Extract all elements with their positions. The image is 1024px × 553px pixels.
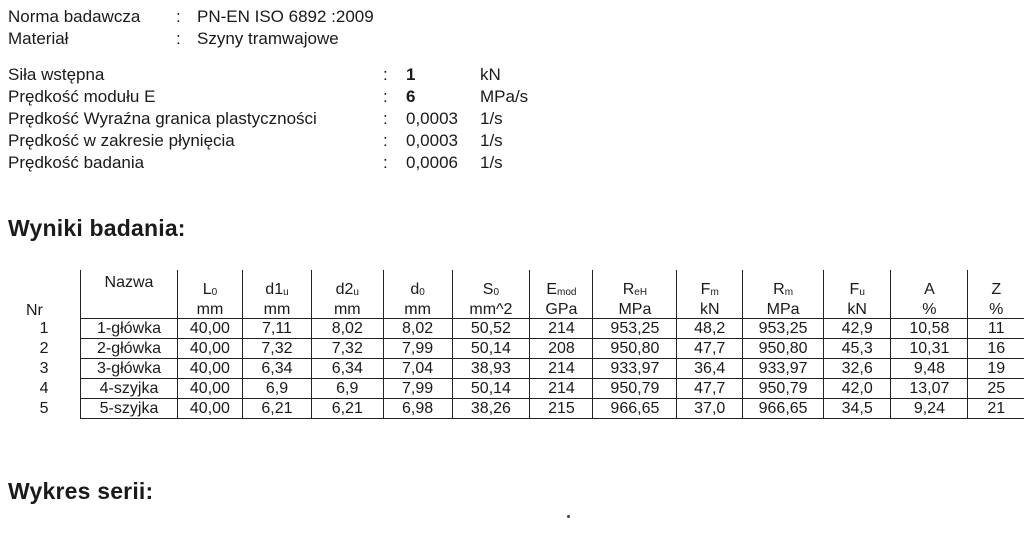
table-row: [8, 399, 1024, 419]
column-header-l0: [177, 270, 242, 319]
table-cell: 1: [39, 320, 49, 337]
material-line: [8, 29, 339, 49]
table-cell: 32,6: [824, 359, 891, 379]
table-row: [8, 339, 1024, 359]
series-chart-heading: Wykres serii:: [8, 478, 154, 504]
column-symbol: A: [924, 281, 935, 298]
table-cell: 7,32: [311, 339, 383, 359]
norm-colon: :: [176, 7, 181, 26]
table-cell: 6,9: [243, 379, 312, 399]
param-line: [8, 65, 501, 85]
table-cell: 5-szyjka: [81, 399, 178, 419]
table-cell: 6,21: [311, 399, 383, 419]
param-label: Prędkość Wyraźna granica plastyczności: [8, 109, 317, 128]
param-value: 0,0003: [406, 131, 458, 150]
table-cell: 19: [968, 359, 1024, 379]
column-subscript: 0: [419, 287, 425, 298]
table-body: [8, 319, 1024, 419]
table-row: [8, 359, 1024, 379]
table-cell: 42,9: [824, 319, 891, 339]
table-cell: 38,93: [452, 359, 530, 379]
column-header-rm: [743, 270, 824, 319]
results-table: [8, 270, 1024, 419]
table-cell: 10,58: [891, 319, 968, 339]
column-unit: GPa: [545, 301, 578, 318]
table-cell: 38,26: [452, 399, 530, 419]
table-cell: 6,9: [311, 379, 383, 399]
table-cell: 2-główka: [81, 339, 178, 359]
table-cell: 11: [968, 319, 1024, 339]
column-unit: mm: [404, 301, 431, 318]
table-cell: 13,07: [891, 379, 968, 399]
column-name: Nr: [26, 301, 43, 319]
param-colon: :: [383, 65, 388, 84]
scan-speck: [567, 515, 570, 518]
column-unit: MPa: [766, 301, 800, 318]
table-cell: 950,79: [743, 379, 824, 399]
table-cell: 953,25: [743, 319, 824, 339]
param-value: 0,0003: [406, 109, 458, 128]
param-value: 6: [406, 87, 416, 106]
table-cell: 16: [968, 339, 1024, 359]
param-colon: :: [383, 131, 388, 150]
column-unit: %: [989, 301, 1004, 318]
column-name: Nazwa: [104, 274, 154, 291]
table-cell: 21: [968, 399, 1024, 419]
table-cell: 34,5: [824, 399, 891, 419]
param-colon: :: [383, 109, 388, 128]
table-cell: 37,0: [677, 399, 743, 419]
table-cell: 933,97: [593, 359, 677, 379]
param-line: [8, 109, 503, 129]
column-subscript: u: [283, 287, 289, 298]
column-subscript: m: [784, 287, 794, 298]
column-symbol: E: [546, 281, 558, 298]
table-cell: 45,3: [824, 339, 891, 359]
table-cell: 50,14: [452, 379, 530, 399]
table-cell: 3: [39, 360, 49, 377]
table-cell: 214: [530, 319, 593, 339]
table-cell: 8,02: [311, 319, 383, 339]
param-unit: 1/s: [480, 153, 503, 172]
column-unit: %: [922, 301, 937, 318]
table-cell: 9,48: [891, 359, 968, 379]
param-line: [8, 87, 529, 107]
table-cell: 36,4: [677, 359, 743, 379]
table-cell: 40,00: [177, 399, 242, 419]
table-cell: 40,00: [177, 319, 242, 339]
results-heading: Wyniki badania:: [8, 215, 186, 241]
param-label: Prędkość badania: [8, 153, 145, 172]
column-header-fu: [824, 270, 891, 319]
table-cell: 40,00: [177, 359, 242, 379]
table-cell: 8,02: [383, 319, 452, 339]
column-header-emod: [530, 270, 593, 319]
table-cell: 966,65: [593, 399, 677, 419]
column-unit: mm: [333, 301, 361, 318]
column-symbol: d: [410, 281, 420, 298]
column-unit: mm^2: [469, 301, 513, 318]
param-line: [8, 153, 503, 173]
table-cell: 7,04: [383, 359, 452, 379]
column-header-s0: [452, 270, 530, 319]
param-value: 1: [406, 65, 416, 84]
column-header-reh: [593, 270, 677, 319]
table-cell: 47,7: [677, 379, 743, 399]
table-cell: 50,14: [452, 339, 530, 359]
material-value: Szyny tramwajowe: [197, 29, 339, 48]
column-symbol: Z: [991, 281, 1002, 298]
table-cell: 4-szyjka: [81, 379, 178, 399]
table-cell: 5: [39, 400, 49, 417]
param-label: Prędkość w zakresie płynięcia: [8, 131, 235, 150]
table-cell: 950,79: [593, 379, 677, 399]
column-header-nazwa: [81, 270, 178, 319]
param-label: Siła wstępna: [8, 65, 105, 84]
param-unit: 1/s: [480, 109, 503, 128]
table-cell: 40,00: [177, 339, 242, 359]
table-row: [8, 319, 1024, 339]
table-cell: 2: [39, 340, 49, 357]
table-cell: 966,65: [743, 399, 824, 419]
table-cell: 7,11: [243, 319, 312, 339]
column-unit: mm: [263, 301, 291, 318]
table-cell: 7,32: [243, 339, 312, 359]
column-header-d0: [383, 270, 452, 319]
column-header-fm: [677, 270, 743, 319]
column-subscript: m: [710, 287, 719, 298]
column-unit: kN: [699, 301, 720, 318]
table-cell: 1-główka: [81, 319, 178, 339]
table-cell: 214: [530, 359, 593, 379]
table-cell: 4: [39, 380, 49, 397]
column-symbol: R: [773, 281, 785, 298]
table-cell: 9,24: [891, 399, 968, 419]
column-symbol: R: [622, 281, 635, 298]
param-unit: kN: [480, 65, 501, 84]
norm-value: PN-EN ISO 6892 :2009: [197, 7, 374, 26]
table-cell: 42,0: [824, 379, 891, 399]
table-cell: 6,21: [243, 399, 312, 419]
param-colon: :: [383, 87, 388, 106]
norm-line: [8, 7, 374, 27]
param-value: 0,0006: [406, 153, 458, 172]
table-cell: 3-główka: [81, 359, 178, 379]
column-subscript: eH: [634, 287, 648, 298]
table-cell: 950,80: [593, 339, 677, 359]
norm-label: Norma badawcza: [8, 7, 141, 26]
column-header-z: [968, 270, 1024, 319]
table-cell: 214: [530, 379, 593, 399]
column-header-d2u: [311, 270, 383, 319]
column-subscript: u: [353, 287, 359, 298]
table-row: [8, 379, 1024, 399]
column-symbol: L: [202, 281, 212, 298]
table-cell: 7,99: [383, 339, 452, 359]
param-colon: :: [383, 153, 388, 172]
column-symbol: F: [700, 281, 711, 298]
column-unit: mm: [196, 301, 224, 318]
column-header-d1u: [243, 270, 312, 319]
param-unit: MPa/s: [480, 87, 529, 106]
column-subscript: u: [859, 287, 865, 298]
table-cell: 6,34: [311, 359, 383, 379]
table-cell: 25: [968, 379, 1024, 399]
param-unit: 1/s: [480, 131, 503, 150]
column-subscript: 0: [211, 287, 218, 298]
table-cell: 7,99: [383, 379, 452, 399]
table-cell: 208: [530, 339, 593, 359]
column-symbol: F: [849, 281, 860, 298]
column-symbol: S: [482, 281, 494, 298]
material-label: Materiał: [8, 29, 69, 48]
param-line: [8, 131, 503, 151]
table-cell: 6,98: [383, 399, 452, 419]
table-cell: 215: [530, 399, 593, 419]
table-cell: 50,52: [452, 319, 530, 339]
table-cell: 48,2: [677, 319, 743, 339]
column-symbol: d2: [335, 281, 354, 298]
table-cell: 6,34: [243, 359, 312, 379]
column-unit: MPa: [618, 301, 652, 318]
column-header-nr: [8, 270, 81, 319]
column-symbol: d1: [265, 281, 284, 298]
column-header-a: [891, 270, 968, 319]
column-subscript: mod: [557, 287, 577, 298]
table-header-row: [8, 270, 1024, 319]
table-cell: 40,00: [177, 379, 242, 399]
column-subscript: 0: [493, 287, 500, 298]
table-cell: 933,97: [743, 359, 824, 379]
table-cell: 47,7: [677, 339, 743, 359]
table-cell: 953,25: [593, 319, 677, 339]
column-unit: kN: [847, 301, 867, 318]
table-cell: 10,31: [891, 339, 968, 359]
table-cell: 950,80: [743, 339, 824, 359]
param-label: Prędkość modułu E: [8, 87, 156, 106]
material-colon: :: [176, 29, 181, 48]
